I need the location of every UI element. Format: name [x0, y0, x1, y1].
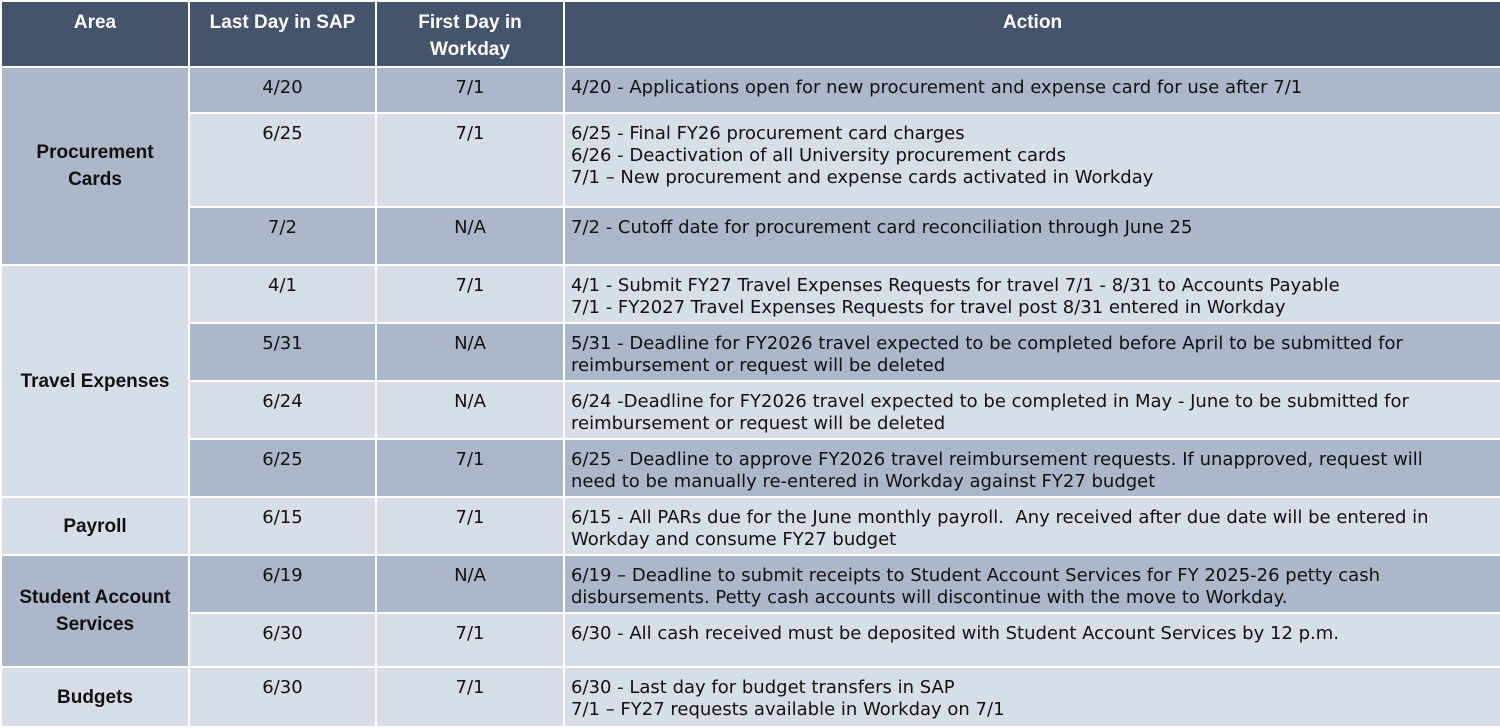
action-cell	[564, 613, 1500, 667]
action-cell	[564, 555, 1500, 613]
first-day-workday-cell: 7/1	[376, 67, 564, 113]
last-day-sap-cell: 6/19	[189, 555, 376, 613]
table-row	[1, 667, 1500, 727]
action-line: 6/25 - Final FY26 procurement card charges	[571, 123, 965, 144]
action-cell	[564, 67, 1500, 113]
action-line: reimbursement or request will be deleted	[571, 355, 946, 376]
action-cell	[564, 381, 1500, 439]
action-line: 6/25 - Deadline to approve FY2026 travel reimbursement requests. If unapproved, request will	[571, 449, 1423, 470]
action-line: 7/1 – FY27 requests available in Workday on 7/1	[571, 699, 1005, 720]
last-day-sap-cell: 7/2	[189, 207, 376, 265]
action-cell	[564, 265, 1500, 323]
action-cell	[564, 497, 1500, 555]
last-day-sap-cell: 6/25	[189, 439, 376, 497]
action-line: reimbursement or request will be deleted	[571, 413, 946, 434]
last-day-sap-cell: 4/1	[189, 265, 376, 323]
area-cell-procurement-cards	[1, 67, 189, 265]
action-line: need to be manually re-entered in Workday against FY27 budget	[571, 471, 1156, 492]
last-day-sap-cell: 4/20	[189, 67, 376, 113]
last-day-sap-cell: 6/30	[189, 667, 376, 727]
area-name: Travel Expenses	[20, 370, 170, 392]
action-line: 7/2 - Cutoff date for procurement card reconciliation through June 25	[571, 217, 1193, 238]
area-name: Budgets	[57, 686, 133, 708]
action-line: 6/15 - All PARs due for the June monthly payroll. Any received after due date will be entered in	[571, 507, 1429, 528]
table-row	[1, 613, 1500, 667]
last-day-sap-cell: 6/15	[189, 497, 376, 555]
table-row	[1, 207, 1500, 265]
action-cell	[564, 113, 1500, 207]
table-row	[1, 113, 1500, 207]
action-line: 6/30 - All cash received must be deposited with Student Account Services by 12 p.m.	[571, 623, 1340, 644]
first-day-workday-cell: N/A	[376, 207, 564, 265]
last-day-sap-cell: 6/30	[189, 613, 376, 667]
action-line: 6/24 -Deadline for FY2026 travel expected to be completed in May - June to be submitted for	[571, 391, 1409, 412]
action-line: 7/1 – New procurement and expense cards activated in Workday	[571, 167, 1154, 188]
first-day-workday-cell: N/A	[376, 555, 564, 613]
action-cell	[564, 323, 1500, 381]
first-day-workday-cell: 7/1	[376, 613, 564, 667]
area-name: Procurement	[36, 142, 154, 163]
first-day-workday-cell: 7/1	[376, 265, 564, 323]
table-row	[1, 67, 1500, 113]
header-row	[1, 1, 1500, 67]
action-cell	[564, 439, 1500, 497]
first-day-workday-cell: 7/1	[376, 113, 564, 207]
area-cell-payroll	[1, 497, 189, 555]
table-row	[1, 323, 1500, 381]
header-last-day-sap: Last Day in SAP	[189, 1, 376, 67]
first-day-workday-cell: 7/1	[376, 439, 564, 497]
table-body	[1, 67, 1500, 727]
last-day-sap-cell: 6/24	[189, 381, 376, 439]
last-day-sap-cell: 5/31	[189, 323, 376, 381]
action-line: 6/30 - Last day for budget transfers in SAP	[571, 677, 955, 698]
table-row	[1, 265, 1500, 323]
header-area: Area	[1, 1, 189, 67]
last-day-sap-cell: 6/25	[189, 113, 376, 207]
first-day-workday-cell: N/A	[376, 323, 564, 381]
first-day-workday-cell: 7/1	[376, 667, 564, 727]
area-name: Cards	[68, 169, 122, 190]
table-row	[1, 381, 1500, 439]
header-first-day-workday: First Day in Workday	[376, 1, 564, 67]
action-line: 7/1 - FY2027 Travel Expenses Requests for travel post 8/31 entered in Workday	[571, 297, 1286, 318]
action-line: disbursements. Petty cash accounts will discontinue with the move to Workday.	[571, 587, 1288, 608]
action-cell	[564, 207, 1500, 265]
header-action: Action	[564, 1, 1500, 67]
action-line: 4/1 - Submit FY27 Travel Expenses Requests for travel 7/1 - 8/31 to Accounts Payable	[571, 275, 1340, 296]
area-cell-budgets	[1, 667, 189, 727]
action-line: 6/19 – Deadline to submit receipts to Student Account Services for FY 2025-26 petty cash	[571, 565, 1380, 586]
action-line: 6/26 - Deactivation of all University procurement cards	[571, 145, 1066, 166]
action-line: 5/31 - Deadline for FY2026 travel expected to be completed before April to be submitted for	[571, 333, 1403, 354]
first-day-workday-cell: N/A	[376, 381, 564, 439]
first-day-workday-cell: 7/1	[376, 497, 564, 555]
area-name: Payroll	[63, 515, 127, 537]
action-line: Workday and consume FY27 budget	[571, 529, 897, 550]
table-row	[1, 439, 1500, 497]
table-row	[1, 497, 1500, 555]
table-row	[1, 555, 1500, 613]
area-cell-travel-expenses	[1, 265, 189, 497]
action-cell	[564, 667, 1500, 727]
area-name: Services	[55, 614, 135, 635]
area-cell-student-account-services	[1, 555, 189, 667]
action-line: 4/20 - Applications open for new procurement and expense card for use after 7/1	[571, 77, 1303, 98]
area-name: Student Account	[19, 587, 171, 608]
